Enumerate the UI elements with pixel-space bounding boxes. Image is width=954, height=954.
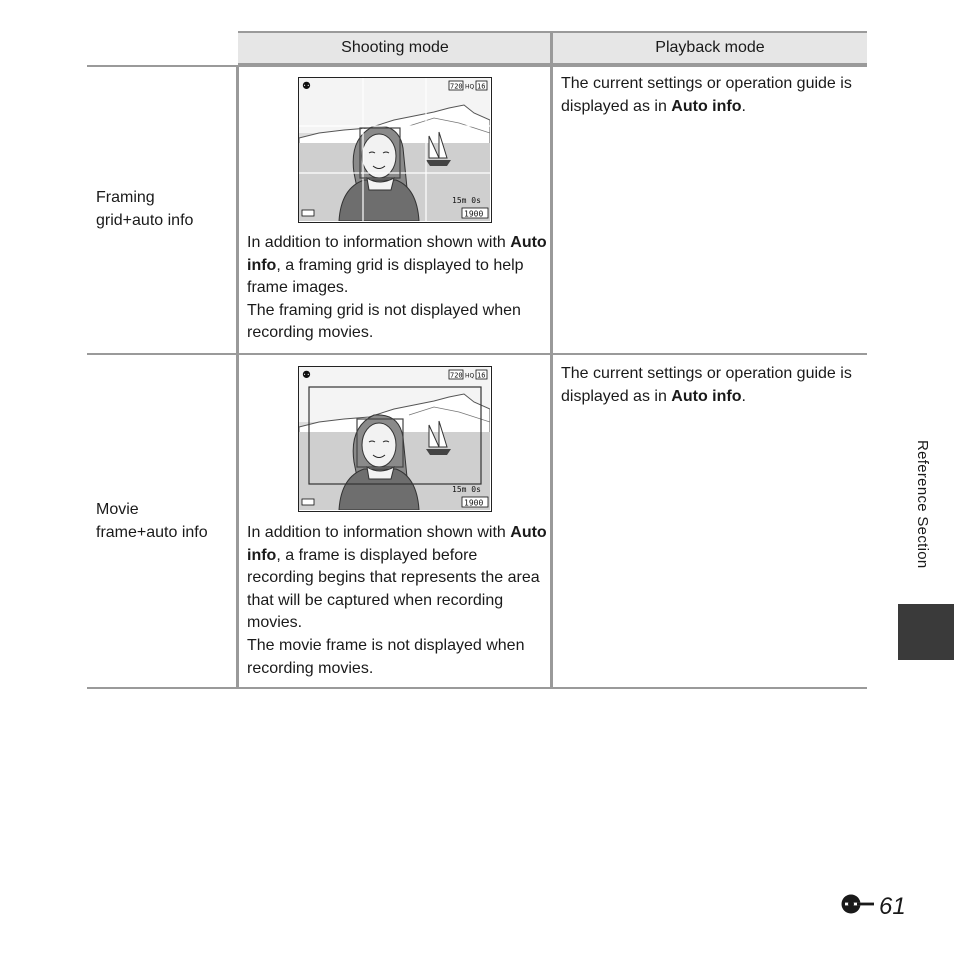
header-playback-mode: Playback mode [553,33,867,65]
row-2-top-rule [87,353,867,355]
row-2-shooting-description: In addition to information shown with Auto info, a frame is displayed before recording begins that represents the area that will be captured when recording movies. The movie frame is not displayed when recording movies. [247,524,547,677]
row-1-playback-description: The current settings or operation guide is displayed as in Auto info. [561,75,852,115]
svg-text:⚉: ⚉ [302,81,311,92]
badge-resolution: 720 [450,82,463,91]
page-number: 61 [840,892,906,922]
row-1-label: Framing grid+auto info [96,189,194,229]
badge-resolution: 720 [450,371,463,380]
badge-quality: HQ [465,83,475,91]
reference-section-icon [840,893,876,922]
badge-quality: HQ [465,372,475,380]
section-side-label: Reference Section [914,440,931,569]
row-1-top-rule [87,65,867,67]
badge-image-size: 16 [477,371,486,380]
badge-image-size: 16 [477,82,486,91]
row-2-label: Movie frame+auto info [96,501,208,541]
framing-grid-screen-illustration [298,77,492,223]
movie-frame-screen-illustration [298,366,492,512]
svg-text:⚉: ⚉ [302,370,311,381]
column-divider-2 [550,65,553,689]
header-shooting-mode: Shooting mode [238,33,552,65]
exposure-count: 1900 [464,498,484,508]
header-divider [550,31,553,65]
remaining-time: 15m 0s [452,196,481,205]
row-2-playback-description: The current settings or operation guide is displayed as in Auto info. [561,365,852,405]
remaining-time: 15m 0s [452,485,481,494]
column-divider-1 [236,65,239,689]
row-1-shooting-description: In addition to information shown with Auto info, a framing grid is displayed to help frame images. The framing grid is not displayed when recording movies. [247,234,547,342]
table-bottom-rule [87,687,867,689]
exposure-count: 1900 [464,209,484,219]
section-tab-marker [898,604,954,660]
